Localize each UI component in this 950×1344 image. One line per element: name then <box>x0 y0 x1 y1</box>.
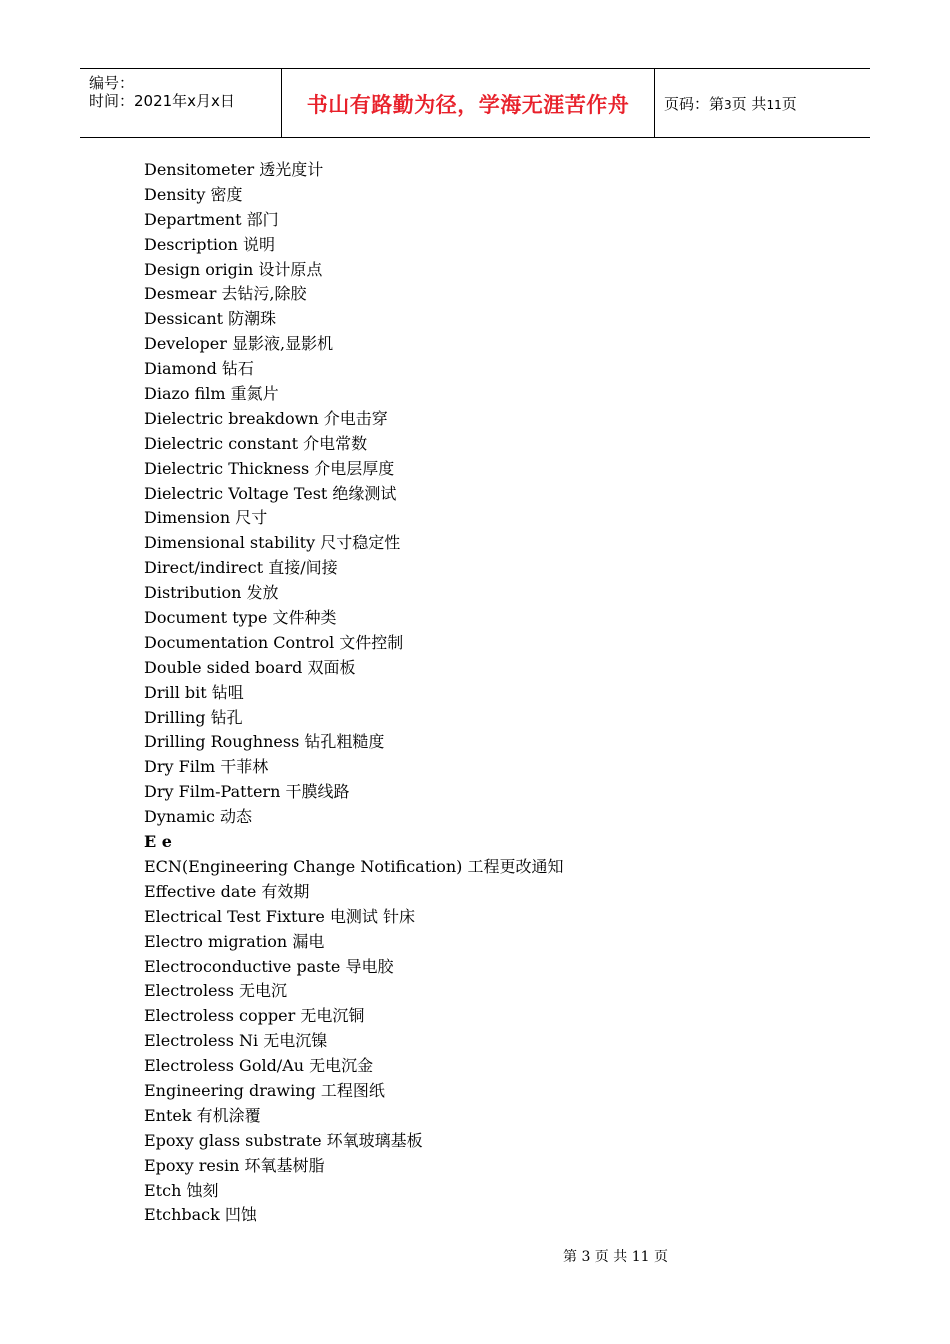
glossary-entry: Dynamic 动态 <box>144 807 253 827</box>
glossary-entry: Dessicant 防潮珠 <box>144 309 277 329</box>
glossary-entry: Engineering drawing 工程图纸 <box>144 1080 385 1100</box>
glossary-entry: Developer 显影液,显影机 <box>144 334 334 354</box>
glossary-entry: Electro migration 漏电 <box>144 931 325 951</box>
glossary-entry: Electroconductive paste 导电胶 <box>144 956 394 976</box>
glossary-entry: Drilling Roughness 钻孔粗糙度 <box>144 732 385 752</box>
glossary-entry: ECN(Engineering Change Notification) 工程更改通知 <box>144 856 564 876</box>
glossary-entry: Documentation Control 文件控制 <box>144 632 404 652</box>
header-info-cell <box>80 69 282 137</box>
glossary-entry: Dry Film 干菲林 <box>144 757 269 777</box>
glossary-entry: Double sided board 双面板 <box>144 657 356 677</box>
page-suffix: 页 <box>781 95 797 113</box>
glossary-entry: Etchback 凹蚀 <box>144 1205 257 1225</box>
glossary-entry: Dry Film-Pattern 干膜线路 <box>144 782 350 802</box>
glossary-entry: Electroless 无电沉 <box>144 981 288 1001</box>
header-motto-cell <box>282 69 655 137</box>
glossary-entry: Dielectric Voltage Test 绝缘测试 <box>144 483 397 503</box>
section-heading: E e <box>144 832 172 852</box>
glossary-entry: Electroless copper 无电沉铜 <box>144 1006 365 1026</box>
time-label: 时间：2021年x月x日 <box>89 92 235 110</box>
glossary-entry: Electrical Test Fixture 电测试 针床 <box>144 906 416 926</box>
glossary-list <box>144 158 564 1228</box>
glossary-entry: Document type 文件种类 <box>144 608 337 628</box>
glossary-entry: Densitometer 透光度计 <box>144 160 324 179</box>
number-label: 编号： <box>89 74 135 92</box>
glossary-entry: Electroless Gold/Au 无电沉金 <box>144 1056 374 1076</box>
page-header <box>80 68 870 138</box>
glossary-entry: Diamond 钻石 <box>144 359 254 379</box>
glossary-entry: Drill bit 钻咀 <box>144 682 244 702</box>
glossary-entry: Dielectric Thickness 介电层厚度 <box>144 458 395 478</box>
page-mid: 页 共 <box>731 95 767 113</box>
header-page-cell <box>655 69 870 137</box>
glossary-entry: Description 说明 <box>144 234 276 254</box>
glossary-entry: Dielectric constant 介电常数 <box>144 433 368 453</box>
glossary-entry: Department 部门 <box>144 209 279 229</box>
glossary-entry: Desmear 去钻污,除胶 <box>144 284 307 304</box>
glossary-entry: Epoxy resin 环氧基树脂 <box>144 1155 325 1175</box>
glossary-entry: Dielectric breakdown 介电击穿 <box>144 408 388 428</box>
glossary-entry: Density 密度 <box>144 184 243 204</box>
glossary-entry: Entek 有机涂覆 <box>144 1105 261 1125</box>
page-prefix: 页码：第 <box>664 95 725 113</box>
header-page-number <box>664 93 797 114</box>
glossary-entry: Epoxy glass substrate 环氧玻璃基板 <box>144 1130 423 1150</box>
glossary-entry: Dimension 尺寸 <box>144 508 268 528</box>
glossary-entry: Design origin 设计原点 <box>144 259 323 279</box>
glossary-entry: Effective date 有效期 <box>144 881 310 901</box>
glossary-entry: Direct/indirect 直接/间接 <box>144 558 338 578</box>
glossary-entry: Drilling 钻孔 <box>144 707 243 727</box>
glossary-entry: Dimensional stability 尺寸稳定性 <box>144 533 401 553</box>
page-footer: 第 3 页 共 11 页 <box>563 1249 668 1265</box>
glossary-entry: Diazo film 重氮片 <box>144 384 279 404</box>
glossary-entry: Etch 蚀刻 <box>144 1180 219 1200</box>
motto-text: 书山有路勤为径，学海无涯苦作舟 <box>306 93 630 117</box>
glossary-entry: Distribution 发放 <box>144 583 279 603</box>
page-current: 3 <box>724 98 732 112</box>
page-total: 11 <box>766 98 782 112</box>
glossary-entry: Electroless Ni 无电沉镍 <box>144 1031 328 1051</box>
